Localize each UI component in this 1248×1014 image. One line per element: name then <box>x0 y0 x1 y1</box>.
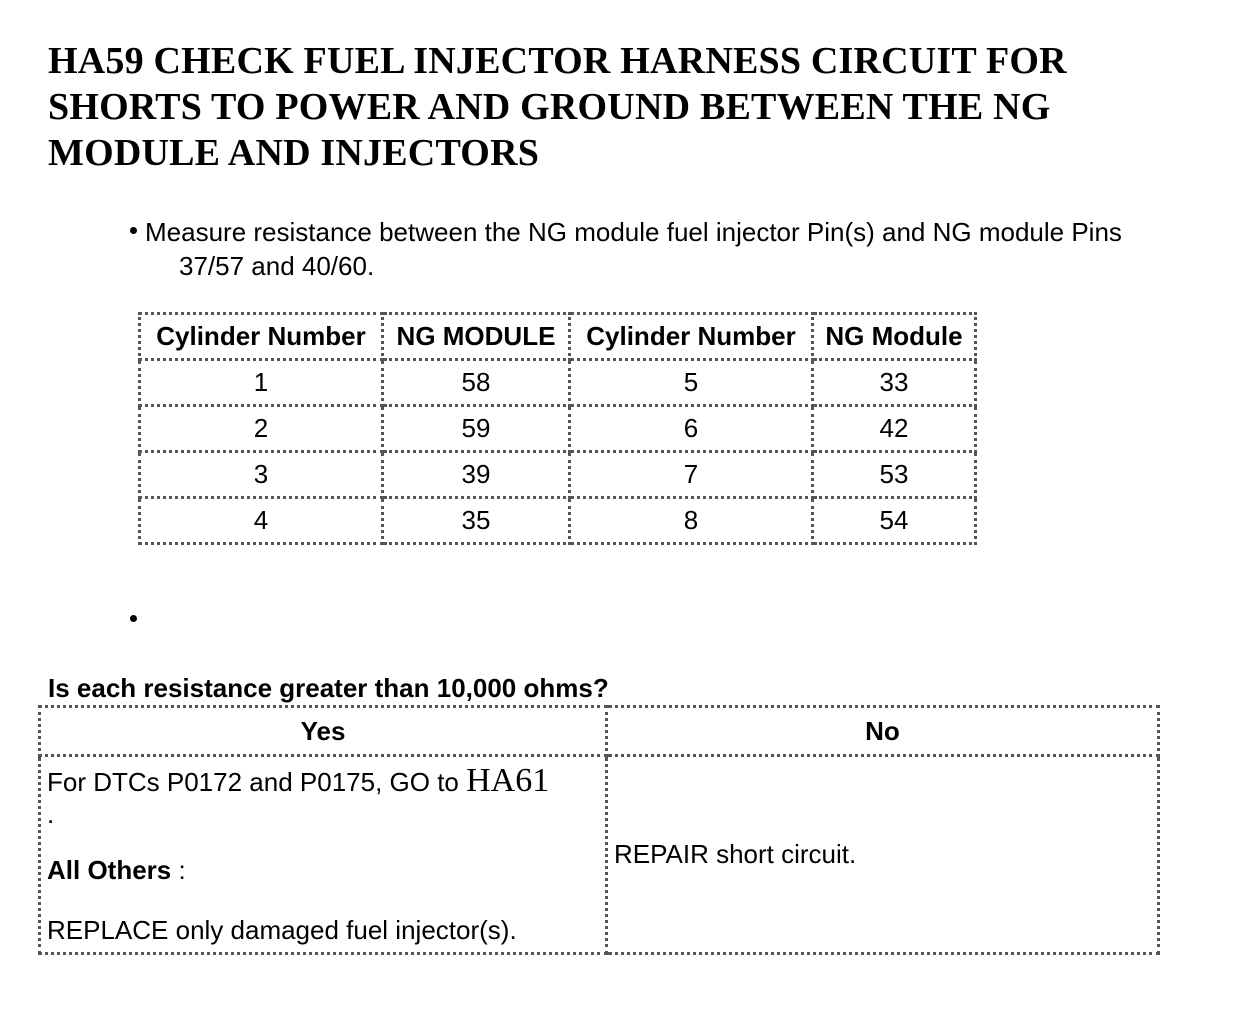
page-title: HA59 CHECK FUEL INJECTOR HARNESS CIRCUIT FOR SHORTS TO POWER AND GROUND BETWEEN THE NG MODULE AND INJECTORS <box>48 40 1067 174</box>
table-row <box>140 452 976 498</box>
table-row <box>140 498 976 544</box>
column-header: Cylinder Number <box>570 314 813 360</box>
table-cell: 33 <box>813 360 976 406</box>
empty-bullet <box>130 603 145 622</box>
table-cell: 4 <box>140 498 383 544</box>
column-header: NG Module <box>813 314 976 360</box>
instruction-line-1: Measure resistance between the NG module fuel injector Pin(s) and NG module Pins <box>145 217 1122 247</box>
table-cell: 6 <box>570 406 813 452</box>
table-cell: 2 <box>140 406 383 452</box>
table-row <box>140 406 976 452</box>
yes-header: Yes <box>40 707 607 756</box>
all-others-label: All Others <box>47 855 172 885</box>
no-cell <box>607 756 1159 954</box>
answer-table <box>38 705 1160 955</box>
dtc-period: . <box>47 799 55 829</box>
table-header-row <box>140 314 976 360</box>
table-cell: 58 <box>383 360 570 406</box>
replace-instruction: REPLACE only damaged fuel injector(s). <box>47 915 517 945</box>
answer-row <box>40 756 1159 954</box>
table-cell: 35 <box>383 498 570 544</box>
bullet-icon <box>130 227 137 234</box>
table-cell: 42 <box>813 406 976 452</box>
question-text: Is each resistance greater than 10,000 ohms? <box>48 673 609 703</box>
table-cell: 59 <box>383 406 570 452</box>
instruction-bullet <box>130 215 1205 283</box>
table-cell: 39 <box>383 452 570 498</box>
yes-cell <box>40 756 607 954</box>
column-header: Cylinder Number <box>140 314 383 360</box>
table-cell: 1 <box>140 360 383 406</box>
all-others-colon: : <box>171 855 186 885</box>
pin-table <box>138 312 977 545</box>
table-cell: 5 <box>570 360 813 406</box>
answer-header-row <box>40 707 1159 756</box>
table-row <box>140 360 976 406</box>
instruction-line-2: 37/57 and 40/60. <box>179 251 375 281</box>
repair-instruction: REPAIR short circuit. <box>614 839 857 869</box>
instruction-text <box>145 215 1205 283</box>
table-cell: 7 <box>570 452 813 498</box>
bullet-icon <box>130 615 137 622</box>
table-cell: 53 <box>813 452 976 498</box>
table-cell: 8 <box>570 498 813 544</box>
dtc-text: For DTCs P0172 and P0175, GO to <box>47 767 467 797</box>
column-header: NG MODULE <box>383 314 570 360</box>
all-others-line <box>47 854 599 886</box>
no-header: No <box>607 707 1159 756</box>
table-cell: 54 <box>813 498 976 544</box>
dtc-instruction <box>47 762 599 799</box>
table-cell: 3 <box>140 452 383 498</box>
ha61-link[interactable]: HA61 <box>466 762 550 799</box>
